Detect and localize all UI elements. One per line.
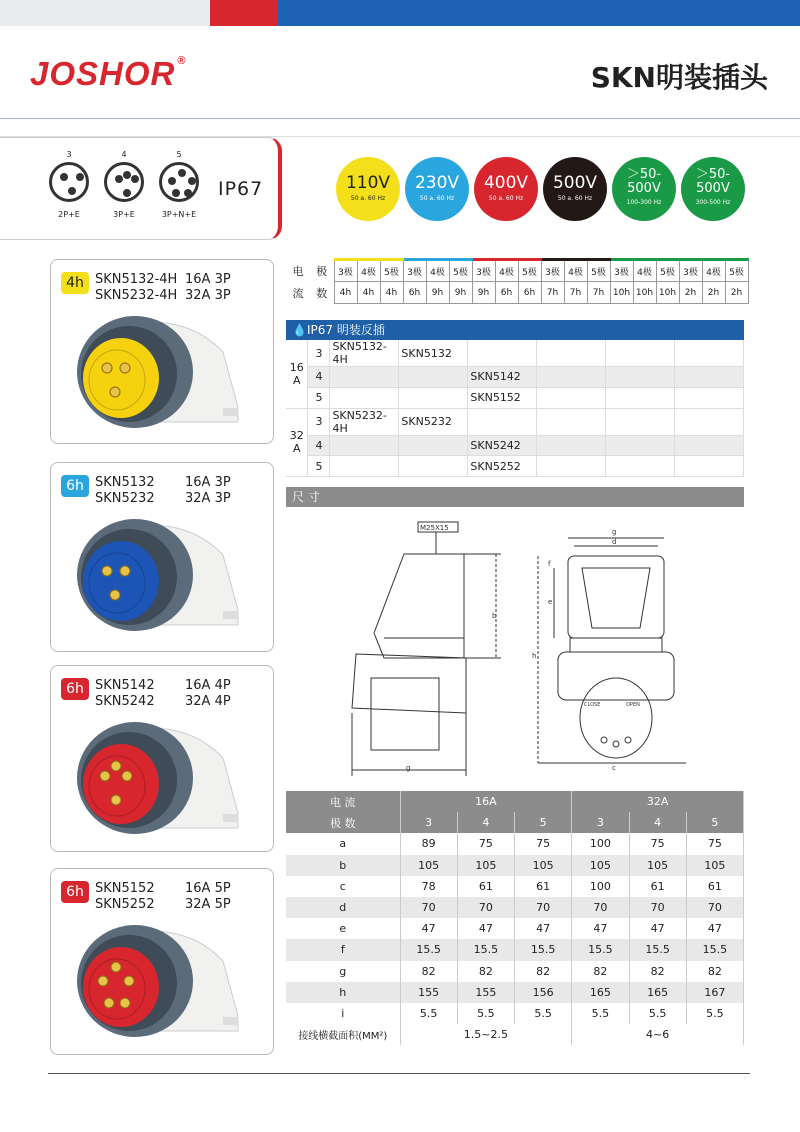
dimension-key: g bbox=[286, 961, 400, 982]
table-header-row bbox=[286, 812, 744, 833]
hour-table-label: 数 bbox=[316, 286, 328, 300]
model-cell: SKN5132 bbox=[399, 340, 468, 367]
hour-cell: 7h bbox=[564, 282, 587, 304]
model-cell bbox=[537, 367, 606, 388]
dimension-value: 47 bbox=[515, 918, 572, 939]
pole-cell: 3 bbox=[308, 340, 330, 367]
dimension-value: 70 bbox=[400, 897, 457, 918]
model-cell bbox=[537, 456, 606, 477]
voltage-badge bbox=[474, 157, 538, 221]
dimension-value: 47 bbox=[400, 918, 457, 939]
model-cell: SKN5252 bbox=[468, 456, 537, 477]
table-row bbox=[286, 367, 744, 388]
current-cell: 16 A bbox=[286, 340, 308, 408]
dimension-value: 105 bbox=[629, 855, 686, 876]
model-cell bbox=[675, 340, 744, 367]
dimension-value: 82 bbox=[515, 961, 572, 982]
model-cell bbox=[606, 408, 675, 435]
hour-table-label: 极 bbox=[316, 264, 328, 278]
dimension-key: d bbox=[286, 897, 400, 918]
hour-badge: 6h bbox=[61, 881, 89, 903]
dimension-value: 82 bbox=[400, 961, 457, 982]
dimension-value: 5.5 bbox=[572, 1003, 629, 1024]
svg-text:CLOSE: CLOSE bbox=[584, 702, 601, 708]
pin-diagram bbox=[154, 137, 204, 219]
header-pole: 5 bbox=[686, 812, 743, 833]
dimension-value: 5.5 bbox=[400, 1003, 457, 1024]
hour-cell: 6h bbox=[518, 282, 541, 304]
plug-image bbox=[73, 718, 251, 838]
hour-cell: 7h bbox=[587, 282, 610, 304]
voltage-value: 230V bbox=[414, 173, 460, 193]
spec-32a: 32A 3P bbox=[185, 288, 231, 303]
frequency: 50 a. 60 Hz bbox=[350, 195, 386, 202]
spec-16a: 16A 5P bbox=[185, 881, 231, 896]
model-cell bbox=[537, 435, 606, 456]
pole-cell: 3极 bbox=[679, 260, 702, 282]
dimension-value: 5.5 bbox=[686, 1003, 743, 1024]
pin-diagram bbox=[99, 137, 149, 219]
dimension-value: 105 bbox=[515, 855, 572, 876]
frequency: 300-500 Hz bbox=[695, 199, 731, 206]
hour-cell: 6h bbox=[495, 282, 518, 304]
pin-count: 3 bbox=[66, 150, 72, 159]
table-row bbox=[286, 340, 744, 367]
table-row bbox=[286, 435, 744, 456]
dimension-value: 165 bbox=[572, 982, 629, 1003]
dimension-value: 82 bbox=[457, 961, 514, 982]
socket-face-icon bbox=[104, 162, 144, 202]
model-cell bbox=[606, 387, 675, 408]
model-cell: SKN5152 bbox=[468, 387, 537, 408]
dimension-key: a bbox=[286, 833, 400, 854]
hour-cell: 4h bbox=[380, 282, 403, 304]
section-ip67-header: 💧IP67 明装反插 bbox=[286, 320, 744, 340]
dimension-value: 47 bbox=[686, 918, 743, 939]
frequency: 50 a. 60 Hz bbox=[488, 195, 524, 202]
voltage-badge bbox=[405, 157, 469, 221]
frequency: 100-300 Hz bbox=[626, 199, 662, 206]
table-row bbox=[286, 387, 744, 408]
plug-image bbox=[73, 312, 251, 432]
model-cell bbox=[606, 435, 675, 456]
hour-badge: 6h bbox=[61, 475, 89, 497]
pole-cell: 5极 bbox=[587, 260, 610, 282]
dimension-value: 61 bbox=[686, 876, 743, 897]
model-cell bbox=[399, 367, 468, 388]
header-pole: 3 bbox=[400, 812, 457, 833]
pole-cell: 5极 bbox=[380, 260, 403, 282]
model-32a: SKN5232 bbox=[95, 491, 155, 506]
header-pole: 极 数 bbox=[286, 812, 400, 833]
pole-cell: 3极 bbox=[403, 260, 426, 282]
dimension-key: c bbox=[286, 876, 400, 897]
dimension-value: 78 bbox=[400, 876, 457, 897]
svg-text:c: c bbox=[612, 764, 616, 772]
pin-diagrams bbox=[44, 137, 224, 237]
brand-logo: JOSHOR ® bbox=[30, 55, 187, 92]
dimension-table bbox=[286, 791, 744, 1045]
pole-cell: 5极 bbox=[518, 260, 541, 282]
dimension-value: 82 bbox=[629, 961, 686, 982]
model-cell bbox=[675, 435, 744, 456]
model-16a: SKN5132 bbox=[95, 475, 155, 490]
hour-cell: 10h bbox=[656, 282, 679, 304]
dimension-value: 105 bbox=[457, 855, 514, 876]
hour-cell: 10h bbox=[610, 282, 633, 304]
dimension-value: 15.5 bbox=[515, 939, 572, 960]
ip-rating: IP67 bbox=[218, 178, 264, 200]
dimension-value: 61 bbox=[629, 876, 686, 897]
table-row bbox=[286, 961, 744, 982]
model-cell: SKN5242 bbox=[468, 435, 537, 456]
model-cell bbox=[537, 408, 606, 435]
model-32a: SKN5242 bbox=[95, 694, 155, 709]
frequency: 50 a. 60 Hz bbox=[557, 195, 593, 202]
pole-cell: 5 bbox=[308, 387, 330, 408]
model-cell bbox=[330, 367, 399, 388]
svg-text:d: d bbox=[612, 538, 617, 546]
dimension-value: 75 bbox=[686, 833, 743, 854]
header-16a: 16A bbox=[400, 791, 572, 812]
dimension-value: 70 bbox=[515, 897, 572, 918]
table-row bbox=[286, 408, 744, 435]
dimension-value: 82 bbox=[686, 961, 743, 982]
hour-cell: 9h bbox=[472, 282, 495, 304]
dimension-value: 5.5 bbox=[629, 1003, 686, 1024]
dimension-value: 100 bbox=[572, 876, 629, 897]
models-table bbox=[286, 340, 744, 477]
hour-cell: 10h bbox=[633, 282, 656, 304]
model-cell bbox=[330, 387, 399, 408]
product-card[interactable] bbox=[50, 259, 274, 444]
voltage-value: 500V bbox=[552, 173, 598, 193]
dimension-value: 75 bbox=[457, 833, 514, 854]
model-cell bbox=[675, 387, 744, 408]
model-cell bbox=[399, 435, 468, 456]
voltage-badge bbox=[612, 157, 676, 221]
dimension-value: 15.5 bbox=[572, 939, 629, 960]
hour-badge: 6h bbox=[61, 678, 89, 700]
pin-label: 2P+E bbox=[58, 210, 80, 219]
model-cell bbox=[606, 340, 675, 367]
hour-cell: 4h bbox=[334, 282, 357, 304]
pole-cell: 4 bbox=[308, 435, 330, 456]
hour-cell: 9h bbox=[426, 282, 449, 304]
dimension-value: 82 bbox=[572, 961, 629, 982]
dimension-value: 61 bbox=[515, 876, 572, 897]
model-cell bbox=[399, 456, 468, 477]
svg-text:f: f bbox=[548, 560, 551, 568]
pin-label: 3P+E bbox=[113, 210, 135, 219]
svg-text:M25X15: M25X15 bbox=[420, 524, 449, 532]
hour-table-label: 流 bbox=[292, 286, 304, 300]
pole-cell: 4极 bbox=[564, 260, 587, 282]
model-cell bbox=[675, 456, 744, 477]
header-divider bbox=[0, 118, 800, 119]
header-pole: 4 bbox=[629, 812, 686, 833]
table-row bbox=[286, 982, 744, 1003]
dimension-value: 105 bbox=[400, 855, 457, 876]
pole-cell: 3极 bbox=[334, 260, 357, 282]
pole-cell: 4极 bbox=[702, 260, 725, 282]
table-header-row bbox=[286, 791, 744, 812]
dimension-key: e bbox=[286, 918, 400, 939]
voltage-value: ＞50-500V bbox=[695, 167, 731, 196]
voltage-value: 110V bbox=[345, 173, 391, 193]
pole-cell: 4极 bbox=[426, 260, 449, 282]
table-row bbox=[286, 918, 744, 939]
dimension-value: 70 bbox=[572, 897, 629, 918]
header-pole: 3 bbox=[572, 812, 629, 833]
pin-label: 3P+N+E bbox=[161, 210, 197, 219]
wire-label: 接线横截面积(MM²) bbox=[286, 1024, 400, 1045]
pole-cell: 3极 bbox=[541, 260, 564, 282]
model-cell bbox=[330, 435, 399, 456]
model-cell: SKN5232 bbox=[399, 408, 468, 435]
dimension-value: 70 bbox=[686, 897, 743, 918]
model-16a: SKN5152 bbox=[95, 881, 155, 896]
hour-badge: 4h bbox=[61, 272, 89, 294]
dimension-value: 15.5 bbox=[686, 939, 743, 960]
dimension-value: 167 bbox=[686, 982, 743, 1003]
header-pole: 4 bbox=[457, 812, 514, 833]
model-cell bbox=[606, 456, 675, 477]
current-cell: 32 A bbox=[286, 408, 308, 477]
model-cell bbox=[399, 387, 468, 408]
section-dimension-header: 尺 寸 bbox=[286, 487, 744, 507]
page-title: SKN明装插头 bbox=[590, 61, 768, 94]
dimension-value: 15.5 bbox=[457, 939, 514, 960]
table-row bbox=[286, 1024, 744, 1045]
dimension-drawing bbox=[286, 508, 744, 790]
wire-16a: 1.5~2.5 bbox=[400, 1024, 572, 1045]
spec-32a: 32A 4P bbox=[185, 694, 231, 709]
svg-text:g: g bbox=[612, 528, 617, 536]
pole-cell: 4 bbox=[308, 367, 330, 388]
product-card[interactable] bbox=[50, 868, 274, 1055]
table-row bbox=[286, 456, 744, 477]
model-cell bbox=[537, 340, 606, 367]
pole-cell: 5 bbox=[308, 456, 330, 477]
product-card[interactable] bbox=[50, 462, 274, 652]
dimension-value: 15.5 bbox=[400, 939, 457, 960]
dimension-value: 155 bbox=[457, 982, 514, 1003]
wire-32a: 4~6 bbox=[572, 1024, 744, 1045]
spec-32a: 32A 5P bbox=[185, 897, 231, 912]
pole-cell: 5极 bbox=[725, 260, 748, 282]
spec-16a: 16A 4P bbox=[185, 678, 231, 693]
voltage-badge bbox=[681, 157, 745, 221]
pole-cell: 3极 bbox=[610, 260, 633, 282]
table-row bbox=[286, 876, 744, 897]
dimension-value: 47 bbox=[629, 918, 686, 939]
dimension-key: f bbox=[286, 939, 400, 960]
pole-cell: 3极 bbox=[472, 260, 495, 282]
voltage-badge bbox=[543, 157, 607, 221]
footer-divider bbox=[48, 1073, 750, 1074]
hour-cell: 2h bbox=[725, 282, 748, 304]
dimension-value: 5.5 bbox=[457, 1003, 514, 1024]
dimension-value: 75 bbox=[629, 833, 686, 854]
pole-cell: 5极 bbox=[656, 260, 679, 282]
svg-text:e: e bbox=[548, 598, 553, 606]
socket-face-icon bbox=[159, 162, 199, 202]
dimension-key: b bbox=[286, 855, 400, 876]
frequency: 50 a. 60 Hz bbox=[419, 195, 455, 202]
model-cell bbox=[330, 456, 399, 477]
table-row bbox=[286, 855, 744, 876]
hour-cell: 2h bbox=[679, 282, 702, 304]
table-row bbox=[286, 1003, 744, 1024]
model-cell bbox=[675, 367, 744, 388]
model-cell: SKN5132-4H bbox=[330, 340, 399, 367]
hour-cell: 4h bbox=[357, 282, 380, 304]
svg-text:OPEN: OPEN bbox=[626, 702, 640, 708]
dimension-value: 5.5 bbox=[515, 1003, 572, 1024]
model-cell: SKN5142 bbox=[468, 367, 537, 388]
dimension-value: 47 bbox=[457, 918, 514, 939]
dimension-key: i bbox=[286, 1003, 400, 1024]
dimension-value: 165 bbox=[629, 982, 686, 1003]
model-16a: SKN5132-4H bbox=[95, 272, 178, 287]
model-cell bbox=[537, 387, 606, 408]
model-cell bbox=[675, 408, 744, 435]
hour-table bbox=[286, 258, 749, 304]
voltage-badge bbox=[336, 157, 400, 221]
model-cell bbox=[468, 340, 537, 367]
svg-text:h: h bbox=[532, 652, 537, 660]
pin-diagram bbox=[44, 137, 94, 219]
header-32a: 32A bbox=[572, 791, 744, 812]
hour-table-label: 电 bbox=[292, 264, 304, 278]
model-32a: SKN5252 bbox=[95, 897, 155, 912]
hour-cell: 7h bbox=[541, 282, 564, 304]
dimension-value: 15.5 bbox=[629, 939, 686, 960]
svg-text:b: b bbox=[492, 612, 497, 620]
plug-image bbox=[73, 515, 251, 635]
dimension-value: 100 bbox=[572, 833, 629, 854]
dimension-value: 156 bbox=[515, 982, 572, 1003]
dimension-value: 155 bbox=[400, 982, 457, 1003]
pin-count: 4 bbox=[121, 150, 127, 159]
model-cell bbox=[606, 367, 675, 388]
spec-16a: 16A 3P bbox=[185, 272, 231, 287]
header-current: 电 流 bbox=[286, 791, 400, 812]
pole-cell: 4极 bbox=[633, 260, 656, 282]
model-cell: SKN5232-4H bbox=[330, 408, 399, 435]
pole-cell: 4极 bbox=[495, 260, 518, 282]
dimension-value: 61 bbox=[457, 876, 514, 897]
voltage-value: ＞50-500V bbox=[626, 167, 662, 196]
table-row bbox=[286, 939, 744, 960]
hour-cell: 2h bbox=[702, 282, 725, 304]
hour-cell: 6h bbox=[403, 282, 426, 304]
pole-cell: 3 bbox=[308, 408, 330, 435]
plug-image bbox=[73, 921, 251, 1041]
dimension-value: 70 bbox=[629, 897, 686, 918]
dimension-value: 105 bbox=[686, 855, 743, 876]
hour-cell: 9h bbox=[449, 282, 472, 304]
spec-32a: 32A 3P bbox=[185, 491, 231, 506]
dimension-key: h bbox=[286, 982, 400, 1003]
dimension-value: 75 bbox=[515, 833, 572, 854]
dimension-value: 105 bbox=[572, 855, 629, 876]
spec-16a: 16A 3P bbox=[185, 475, 231, 490]
socket-face-icon bbox=[49, 162, 89, 202]
pin-count: 5 bbox=[176, 150, 182, 159]
table-row bbox=[286, 833, 744, 854]
model-16a: SKN5142 bbox=[95, 678, 155, 693]
table-row bbox=[286, 897, 744, 918]
header-pole: 5 bbox=[515, 812, 572, 833]
svg-text:g: g bbox=[406, 764, 411, 772]
top-color-bar bbox=[0, 0, 800, 26]
product-card[interactable] bbox=[50, 665, 274, 852]
dimension-value: 70 bbox=[457, 897, 514, 918]
dimension-value: 47 bbox=[572, 918, 629, 939]
dimension-value: 89 bbox=[400, 833, 457, 854]
pole-cell: 5极 bbox=[449, 260, 472, 282]
voltage-value: 400V bbox=[483, 173, 529, 193]
pole-cell: 4极 bbox=[357, 260, 380, 282]
model-32a: SKN5232-4H bbox=[95, 288, 178, 303]
model-cell bbox=[468, 408, 537, 435]
